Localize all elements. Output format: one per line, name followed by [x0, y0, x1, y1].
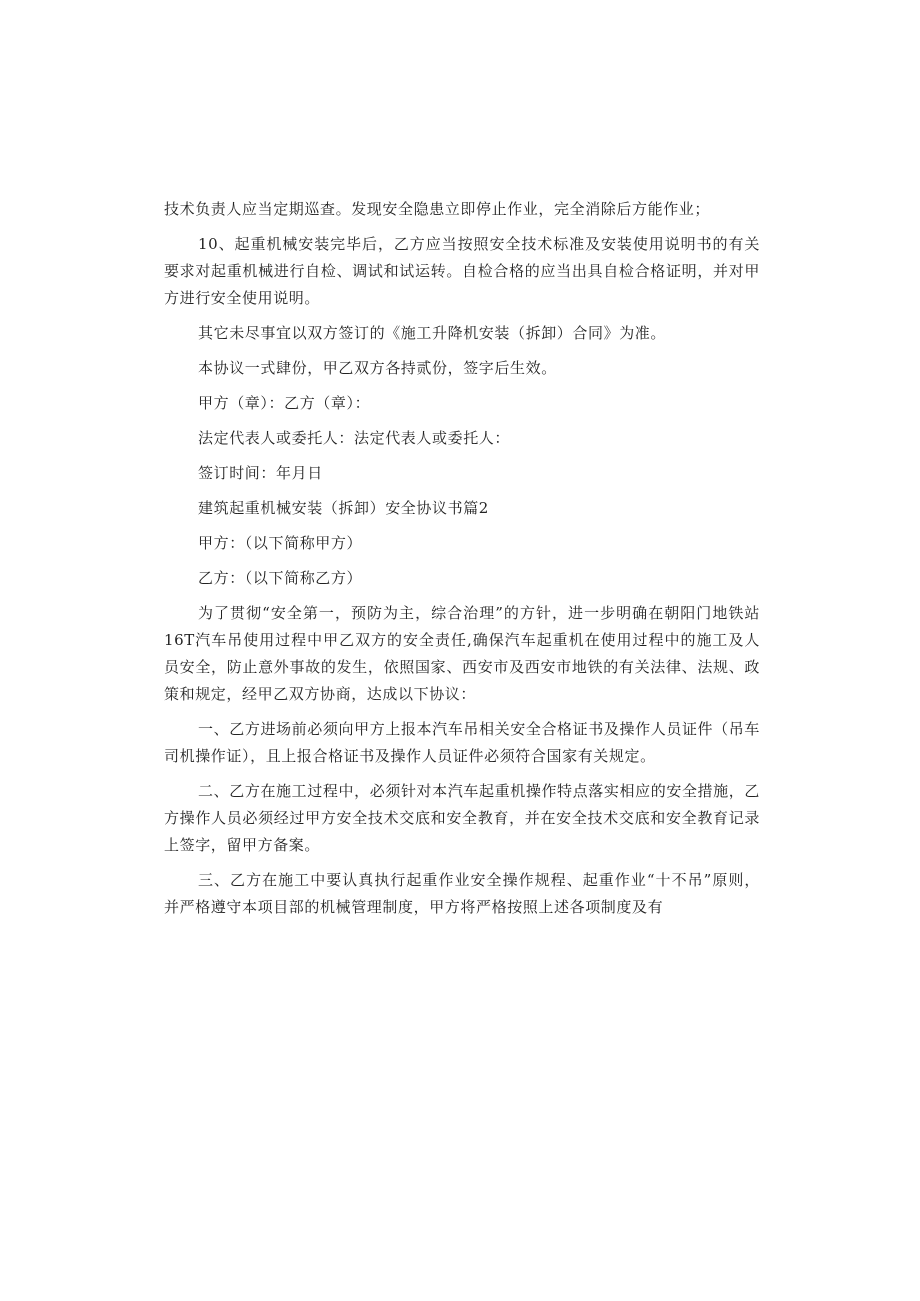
- section-title: 建筑起重机械安装（拆卸）安全协议书篇2: [198, 499, 489, 517]
- paragraph-other-matters: 其它未尽事宜以双方签订的《施工升降机安装（拆卸）合同》为准。: [198, 324, 667, 342]
- paragraph-clause-10: 10、起重机械安装完毕后，乙方应当按照安全技术标准及安装使用说明书的有关要求对起重机械进行自检、调试和试运转。自检合格的应当出具自检合格证明，并对甲方进行安全使用说明。: [164, 235, 760, 307]
- clause-three: 三、乙方在施工中要认真执行起重作业安全操作规程、起重作业“十不吊”原则，并严格遵守本项目部的机械管理制度，甲方将严格按照上述各项制度及有: [164, 871, 760, 916]
- party-a: 甲方：（以下简称甲方）: [198, 534, 363, 552]
- party-b: 乙方：（以下简称乙方）: [198, 569, 363, 587]
- signature-seals: 甲方（章）：乙方（章）：: [198, 394, 371, 412]
- paragraph-preamble: 为了贯彻“安全第一，预防为主，综合治理”的方针，进一步明确在朝阳门地铁站16T汽车吊使用过程中甲乙双方的安全责任,确保汽车起重机在使用过程中的施工及人员安全，防止意外事故的发生，依照国家、西安市及西安市地铁的有关法律、法规、政策和规定，经甲乙双方协商，达成以下协议：: [164, 604, 760, 703]
- document-body: [164, 196, 760, 929]
- paragraph-continuation: 技术负责人应当定期巡查。发现安全隐患立即停止作业，完全消除后方能作业；: [164, 200, 711, 218]
- signature-representatives: 法定代表人或委托人：法定代表人或委托人：: [198, 429, 511, 447]
- clause-one: 一、乙方进场前必须向甲方上报本汽车吊相关安全合格证书及操作人员证件（吊车司机操作证），且上报合格证书及操作人员证件必须符合国家有关规定。: [164, 720, 760, 765]
- paragraph-copies: 本协议一式肆份，甲乙双方各持贰份，签字后生效。: [198, 359, 557, 377]
- signature-date: 签订时间：年月日: [198, 464, 323, 482]
- clause-two: 二、乙方在施工过程中，必须针对本汽车起重机操作特点落实相应的安全措施，乙方操作人员必须经过甲方安全技术交底和安全教育，并在安全技术交底和安全教育记录上签字，留甲方备案。: [164, 782, 760, 854]
